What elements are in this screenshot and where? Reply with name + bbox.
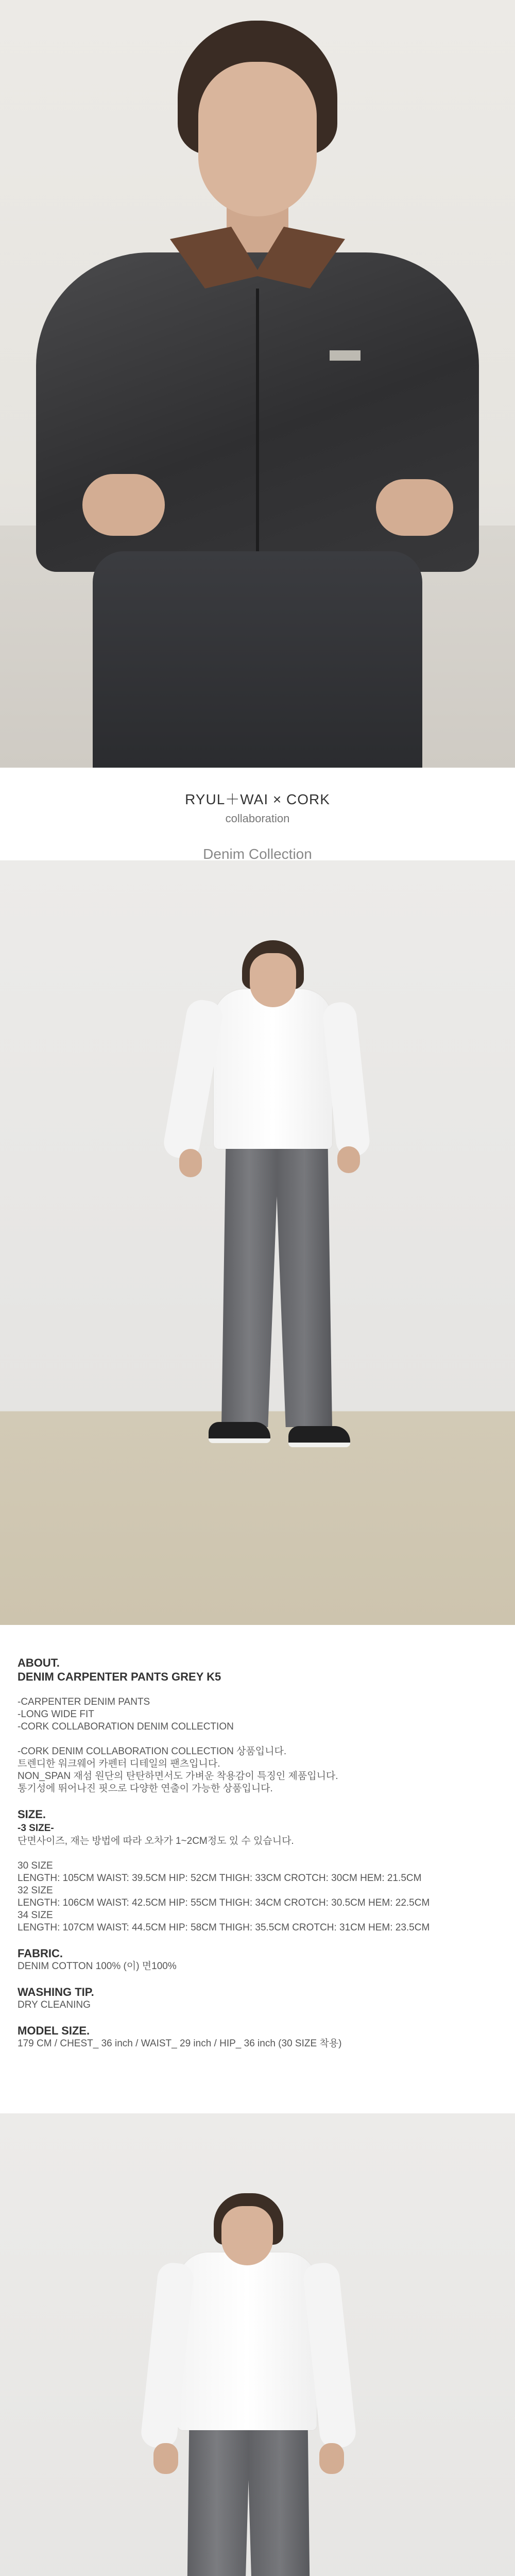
collection-name: Denim Collection [203, 846, 312, 860]
size-heading: SIZE. [18, 1808, 46, 1821]
size-label: 30 SIZE [18, 1860, 53, 1871]
washing-heading: WASHING TIP. [18, 1986, 94, 1998]
about-heading: ABOUT. [18, 1656, 60, 1669]
description-line: -CORK DENIM COLLABORATION COLLECTION 상품입니다. [18, 1746, 287, 1757]
model-pants [221, 1139, 332, 1427]
model-size-text: 179 CM / CHEST_ 36 inch / WAIST_ 29 inch / HIP_ 36 inch (30 SIZE 착용) [18, 2038, 342, 2049]
model-left-hand [153, 2443, 178, 2474]
model-pants [185, 2422, 312, 2576]
feature-item: -CORK COLLABORATION DENIM COLLECTION [18, 1721, 234, 1732]
product-name: DENIM CARPENTER PANTS GREY K5 [18, 1670, 221, 1683]
size-subheading: -3 SIZE- [18, 1823, 54, 1834]
washing-text: DRY CLEANING [18, 1999, 91, 2010]
collection-title [0, 768, 515, 860]
model-size-heading: MODEL SIZE. [18, 2024, 90, 2037]
model-left-hand [82, 474, 165, 536]
product-photo-front-2 [0, 2113, 515, 2576]
description-line: NON_SPAN 재섬 원단의 탄탄하면서도 가벼운 착용감이 특징인 제품입니다. [18, 1771, 338, 1782]
brand-name: RYUL＋WAI × CORK [185, 791, 330, 807]
model-right-hand [337, 1146, 360, 1173]
fabric-heading: FABRIC. [18, 1947, 63, 1960]
product-info [0, 1625, 515, 2113]
jacket-zipper [256, 289, 259, 567]
product-photo-front [0, 860, 515, 1625]
description-line: 트렌디한 워크웨어 카펜터 디테일의 팬츠입니다. [18, 1758, 220, 1769]
model-face [250, 953, 296, 1007]
size-label: 34 SIZE [18, 1910, 53, 1921]
model-face [221, 2206, 273, 2265]
model-right-shoe [288, 1426, 350, 1447]
brand-subtitle: collaboration [225, 812, 290, 825]
feature-item: -LONG WIDE FIT [18, 1709, 94, 1720]
model-white-shirt [178, 2252, 317, 2430]
model-face [198, 62, 317, 216]
model-left-hand [179, 1149, 202, 1177]
model-right-hand [376, 479, 453, 536]
size-label: 32 SIZE [18, 1885, 53, 1896]
fabric-text: DENIM COTTON 100% (이) 면100% [18, 1961, 177, 1972]
jacket-logo-badge [330, 350, 360, 361]
size-measure: LENGTH: 105CM WAIST: 39.5CM HIP: 52CM THIGH: 33CM CROTCH: 30CM HEM: 21.5CM [18, 1873, 422, 1884]
hero-photo [0, 0, 515, 768]
size-measure: LENGTH: 107CM WAIST: 44.5CM HIP: 58CM THIGH: 35.5CM CROTCH: 31CM HEM: 23.5CM [18, 1922, 430, 1933]
size-note: 단면사이즈, 재는 방법에 따라 오차가 1~2CM정도 있 수 있습니다. [18, 1836, 294, 1846]
model-white-shirt [214, 989, 332, 1149]
feature-item: -CARPENTER DENIM PANTS [18, 1697, 150, 1707]
size-measure: LENGTH: 106CM WAIST: 42.5CM HIP: 55CM THIGH: 34CM CROTCH: 30.5CM HEM: 22.5CM [18, 1897, 430, 1908]
description-line: 통기성에 뛰어나진 핏으로 다양한 연출이 가능한 상품입니다. [18, 1783, 273, 1794]
model-pants [93, 551, 422, 768]
model-left-shoe [209, 1422, 270, 1443]
model-right-hand [319, 2443, 344, 2474]
